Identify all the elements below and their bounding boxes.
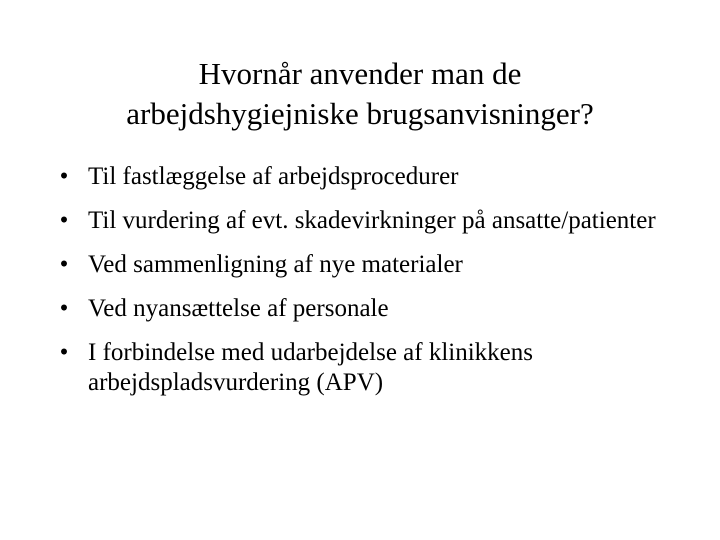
bullet-text: Til vurdering af evt. skadevirkninger på ansatte/patienter (88, 207, 656, 234)
bullet-icon: • (59, 251, 69, 278)
bullet-text: Til fastlæggelse af arbejdsprocedurer (88, 163, 459, 190)
slide-title-line-2: arbejdshygiejniske brugsanvisninger? (126, 96, 594, 131)
bullet-text: Ved nyansættelse af personale (88, 295, 389, 322)
bullet-item (54, 162, 684, 192)
bullet-item (54, 250, 684, 280)
bullet-list (54, 162, 684, 412)
slide-title (36, 54, 684, 134)
bullet-item (54, 206, 684, 236)
bullet-text: Ved sammenligning af nye materialer (88, 251, 463, 278)
bullet-item (54, 294, 684, 324)
bullet-icon: • (59, 339, 69, 366)
bullet-item (54, 338, 684, 398)
slide-title-line-1: Hvornår anvender man de (198, 56, 522, 91)
bullet-icon: • (59, 163, 69, 190)
bullet-text: I forbindelse med udarbejdelse af klinikkens arbejdspladsvurdering (APV) (88, 339, 533, 396)
bullet-icon: • (59, 295, 69, 322)
bullet-icon: • (59, 207, 69, 234)
